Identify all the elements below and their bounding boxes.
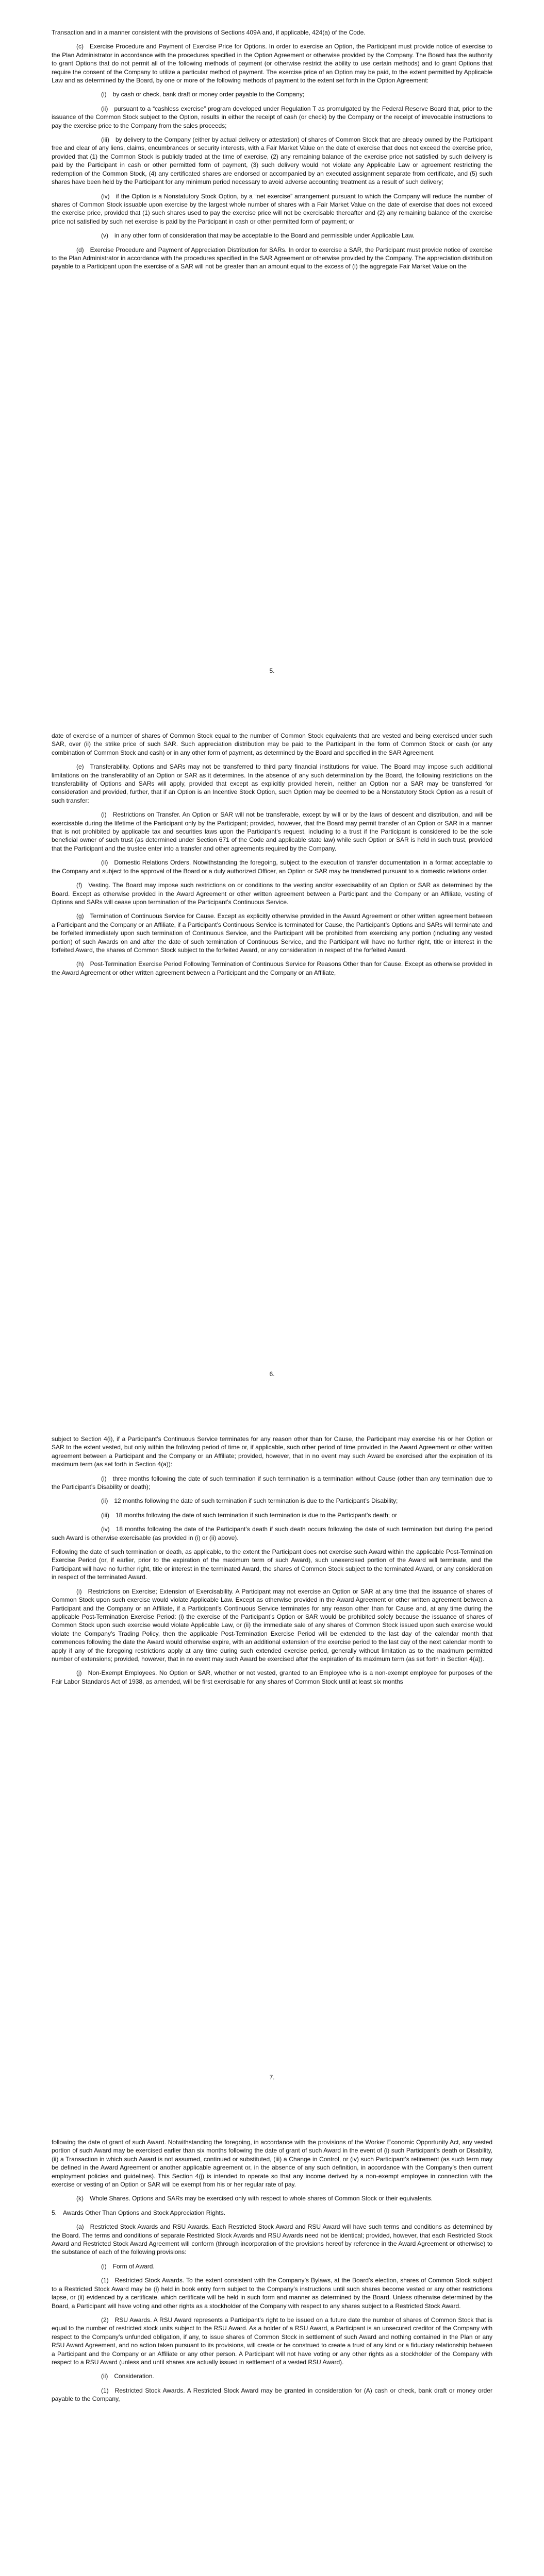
page-8-body bbox=[52, 2138, 492, 2409]
paragraph: following the date of grant of such Award. Notwithstanding the foregoing, in accordance with the provisions of the Worker Economic Opportunity Act, any vested portion of such Award may be exercised earlier than six months following the date of grant of such Award in the event of (i) such Participant’s death or Disability, (ii) a Transaction in which such Award is not assumed, continued or substituted, (iii) a Change in Control, or (iv) such Participant’s retirement (as such term may be defined in the Award Agreement or another applicable agreement or, in the absence of any such definition, in accordance with the Company’s then current employment policies and guidelines). This Section 4(j) is intended to operate so that any income derived by a non-exempt employee in connection with the exercise or vesting of an Option or SAR will be exempt from his or her regular rate of pay. bbox=[52, 2139, 492, 2189]
paragraph-item-v: (v) in any other form of consideration that may be acceptable to the Board and permissible under Applicable Law. bbox=[101, 232, 415, 240]
paragraph-item-ii: (ii) 12 months following the date of such termination if such termination is due to the Participant’s Disability; bbox=[101, 1497, 398, 1505]
document-page-5 bbox=[0, 0, 544, 703]
paragraph: date of exercise of a number of shares of Common Stock equal to the number of Common Stock equivalents that are vested and being exercised under such SAR, over (ii) the strike price of such SAR. Such appreciation distribution may be paid to the Participant in the form of Common Stock or cash (or any combination of Common Stock and cash) or in any other form of payment, as determined by the Board and specified in the SAR Agreement. bbox=[52, 732, 492, 756]
paragraph-section-4h: (h) Post-Termination Exercise Period Following Termination of Continuous Service for Reasons Other than for Cause. Except as otherwise provided in the Award Agreement or other written agreement between a Participant and the Company or an Affiliate, bbox=[52, 960, 492, 976]
paragraph-item-iii: (iii) by delivery to the Company (either by actual delivery or attestation) of shares of Common Stock that are already owned by the Participant free and clear of any liens, claims, encumbrances or security interests, with a Fair Market Value on the date of exercise that does not exceed the exercise price, provided that (1) the Common Stock is publicly traded at the time of exercise, (2) any remaining balance of the exercise price not satisfied by such delivery is paid by the Participant in cash or other permitted form of payment, (3) such delivery would not violate any Applicable Law or agreement restricting the redemption of the Common Stock, (4) any certificated shares are endorsed or accompanied by an executed assignment separate from certificate, and (5) such shares have been held by the Participant for any minimum period necessary to avoid adverse accounting treatment as a result of such delivery; bbox=[52, 136, 492, 186]
paragraph: subject to Section 4(i), if a Participant’s Continuous Service terminates for any reason other than for Cause, the Participant may exercise his or her Option or SAR to the extent vested, but only within the following period of time or, if applicable, such other period of time provided in the Award Agreement or other written agreement between a Participant and the Company or an Affiliate; provided, however, that in no event may such Award be exercised after the expiration of its maximum term (as set forth in Section 4(a)): bbox=[52, 1435, 492, 1468]
paragraph: Following the date of such termination or death, as applicable, to the extent the Participant does not exercise such Award within the applicable Post-Termination Exercise Period (or, if earlier, prior to the expiration of the maximum term of such Award), such unexercised portion of the Award will terminate, and the Participant will have no further right, title or interest in the terminated Award, the shares of Common Stock subject to the terminated Award, or any consideration in respect of the terminated Award. bbox=[52, 1548, 492, 1581]
paragraph-subitem-2: (2) RSU Awards. A RSU Award represents a Participant’s right to be issued on a future date the number of shares of Common Stock that is equal to the number of restricted stock units subject to the RSU Award. As a holder of a RSU Award, a Participant is an unsecured creditor of the Company with respect to the Company’s unfunded obligation, if any, to issue shares of Common Stock in settlement of such Award and nothing contained in the Plan or any RSU Award Agreement, and no action taken pursuant to its provisions, will create or be construed to create a trust of any kind or a fiduciary relationship between a Participant and the Company or an Affiliate or any other person. A Participant will not have voting or any other rights as a stockholder of the Company with respect to a RSU Award (unless and until shares are actually issued in settlement of a vested RSU Award). bbox=[52, 2316, 492, 2366]
paragraph-item-i: (i) three months following the date of such termination if such termination is a termination without Cause (other than any termination due to the Participant’s Disability or death); bbox=[52, 1475, 492, 1491]
page-number: 5. bbox=[269, 667, 275, 674]
paragraph-section-4i: (i) Restrictions on Exercise; Extension of Exercisability. A Participant may not exercise an Option or SAR at any time that the issuance of shares of Common Stock upon such exercise would violate Applicable Law. Except as otherwise provided in the Award Agreement or other written agreement between a Participant and the Company or an Affiliate, if a Participant’s Continuous Service terminates for any reason other than for Cause and, at any time during the applicable Post-Termination Exercise Period: (i) the exercise of the Participant’s Option or SAR would be prohibited solely because the issuance of shares of Common Stock upon such exercise would violate Applicable Law, or (ii) the immediate sale of any shares of Common Stock issued upon such exercise would violate the Company’s Trading Policy, then the applicable Post-Termination Exercise Period will be extended to the last day of the calendar month that commences following the date the Award would otherwise expire, with an additional extension of the exercise period to the last day of the next calendar month to apply if any of the foregoing restrictions apply at any time during such extended exercise period, generally without limitation as to the maximum permitted number of extensions; provided, however, that in no event may such Award be exercised after the expiration of its maximum term (as set forth in Section 4(a)). bbox=[52, 1587, 492, 1663]
paragraph-item-iv: (iv) if the Option is a Nonstatutory Stock Option, by a “net exercise” arrangement pursuant to which the Company will reduce the number of shares of Common Stock issuable upon exercise by the largest whole number of shares with a Fair Market Value on the date of exercise that does not exceed the exercise price, provided that (1) such shares used to pay the exercise price will not be exercisable thereafter and (2) any remaining balance of the exercise price not satisfied by such net exercise is paid by the Participant in cash or other permitted form of payment; or bbox=[52, 192, 492, 225]
page-number: 7. bbox=[269, 2074, 275, 2081]
document-page-7 bbox=[0, 1406, 544, 2110]
page-number: 6. bbox=[269, 1370, 275, 1378]
paragraph-section-4k: (k) Whole Shares. Options and SARs may be exercised only with respect to whole shares of Common Stock or their equivalents. bbox=[76, 2195, 433, 2202]
paragraph-section-4j: (j) Non-Exempt Employees. No Option or SAR, whether or not vested, granted to an Employee who is a non-exempt employee for purposes of the Fair Labor Standards Act of 1938, as amended, will be first exercisable for any shares of Common Stock until at least six months bbox=[52, 1669, 492, 1685]
paragraph-section-4d: (d) Exercise Procedure and Payment of Appreciation Distribution for SARs. In order to exercise a SAR, the Participant must provide notice of exercise to the Plan Administrator in accordance with the procedures specified in the SAR Agreement or otherwise provided by the Company. The appreciation distribution payable to a Participant upon the exercise of a SAR will not be greater than an amount equal to the excess of (i) the aggregate Fair Market Value on the bbox=[52, 246, 492, 270]
document-page-6 bbox=[0, 703, 544, 1406]
page-6-body bbox=[52, 732, 492, 982]
paragraph-item-i: (i) Form of Award. bbox=[101, 2262, 155, 2270]
page-7-body bbox=[52, 1435, 492, 1691]
paragraph-item-ii: (ii) Consideration. bbox=[101, 2372, 154, 2380]
paragraph-section-5a: (a) Restricted Stock Awards and RSU Awards. Each Restricted Stock Award and RSU Award will have such terms and conditions as determined by the Board. The terms and conditions of separate Restricted Stock Awards and RSU Awards need not be identical; provided, however, that each Restricted Stock Award and Restricted Stock Award Agreement will conform (through incorporation of the provisions hereof by reference in the Award Agreement or otherwise) to the substance of each of the following provisions: bbox=[52, 2223, 492, 2256]
paragraph-section-4c: (c) Exercise Procedure and Payment of Exercise Price for Options. In order to exercise an Option, the Participant must provide notice of exercise to the Plan Administrator in accordance with the procedures specified in the Option Agreement or otherwise provided by the Company. The Board has the authority to grant Options that do not permit all of the following methods of payment (or otherwise restrict the ability to use certain methods) and to grant Options that require the consent of the Company to utilize a particular method of payment. The exercise price of an Option may be paid, to the extent permitted by Applicable Law and as determined by the Board, by one or more of the following methods of payment to the extent set forth in the Option Agreement: bbox=[52, 43, 492, 84]
section-heading-5: 5. Awards Other Than Options and Stock Appreciation Rights. bbox=[52, 2209, 226, 2216]
paragraph-subitem-1: (1) Restricted Stock Awards. To the extent consistent with the Company’s Bylaws, at the Board’s election, shares of Common Stock subject to a Restricted Stock Award may be (i) held in book entry form subject to the Company’s instructions until such shares become vested or any other restrictions lapse, or (ii) evidenced by a certificate, which certificate will be held in such form and manner as determined by the Board. Unless otherwise determined by the Board, a Participant will have voting and other rights as a stockholder of the Company with respect to any shares subject to a Restricted Stock Award. bbox=[52, 2277, 492, 2310]
paragraph-item-iii: (iii) 18 months following the date of such termination if such termination is due to the Participant’s death; or bbox=[101, 1511, 398, 1519]
paragraph-item-iv: (iv) 18 months following the date of the Participant’s death if such death occurs following the date of such termination but during the period such Award is otherwise exercisable (as provided in (i) or (ii) above). bbox=[52, 1526, 492, 1541]
paragraph-section-4g: (g) Termination of Continuous Service for Cause. Except as explicitly otherwise provided in the Award Agreement or other written agreement between a Participant and the Company or an Affiliate, if a Participant’s Continuous Service is terminated for Cause, the Participant’s Options and SARs will terminate and be forfeited immediately upon such termination of Continuous Service, and the Participant will be prohibited from exercising any portion (including any vested portion) of such Awards on and after the date of such termination of Continuous Service, and the Participant will have no further right, title or interest in the forfeited Award, the shares of Common Stock subject to the forfeited Award, or any consideration in respect of the forfeited Award. bbox=[52, 912, 492, 954]
paragraph-item-i: (i) Restrictions on Transfer. An Option or SAR will not be transferable, except by will or by the laws of descent and distribution, and will be exercisable during the lifetime of the Participant only by the Participant; provided, however, that the Board may permit transfer of an Option or SAR in a manner that is not prohibited by applicable tax and securities laws upon the Participant’s request, including to a trust if the Participant is considered to be the sole beneficial owner of such trust (as determined under Section 671 of the Code and applicable state law) while such Option or SAR is held in such trust, provided that the Participant and the trustee enter into a transfer and other agreements required by the Company. bbox=[52, 811, 492, 852]
paragraph-item-i: (i) by cash or check, bank draft or money order payable to the Company; bbox=[101, 91, 305, 98]
paragraph-subitem-1: (1) Restricted Stock Awards. A Restricted Stock Award may be granted in consideration for (A) cash or check, bank draft or money order payable to the Company, bbox=[52, 2386, 492, 2403]
document-page-8 bbox=[0, 2110, 544, 2576]
paragraph: Transaction and in a manner consistent with the provisions of Sections 409A and, if applicable, 424(a) of the Code. bbox=[52, 29, 366, 36]
paragraph-section-4f: (f) Vesting. The Board may impose such restrictions on or conditions to the vesting and/or exercisability of an Option or SAR as determined by the Board. Except as otherwise provided in the Award Agreement or other written agreement between a Participant and the Company or an Affiliate, vesting of Options and SARs will cease upon termination of the Participant’s Continuous Service. bbox=[52, 882, 492, 906]
paragraph-item-ii: (ii) pursuant to a “cashless exercise” program developed under Regulation T as promulgated by the Federal Reserve Board that, prior to the issuance of the Common Stock subject to the Option, results in either the receipt of cash (or check) by the Company or the receipt of irrevocable instructions to pay the exercise price to the Company from the sales proceeds; bbox=[52, 105, 492, 129]
page-5-body bbox=[52, 28, 492, 277]
paragraph-item-ii: (ii) Domestic Relations Orders. Notwithstanding the foregoing, subject to the execution of transfer documentation in a format acceptable to the Company and subject to the approval of the Board or a duly authorized Officer, an Option or SAR may be transferred pursuant to a domestic relations order. bbox=[52, 859, 492, 875]
paragraph-section-4e: (e) Transferability. Options and SARs may not be transferred to third party financial institutions for value. The Board may impose such additional limitations on the transferability of an Option or SAR as it determines. In the absence of any such determination by the Board, the following restrictions on the transferability of Options and SARs will apply, provided that except as explicitly provided herein, neither an Option nor a SAR may be transferred for consideration and provided, further, that if an Option is an Incentive Stock Option, such Option may be deemed to be a Nonstatutory Stock Option as a result of such transfer: bbox=[52, 763, 492, 804]
